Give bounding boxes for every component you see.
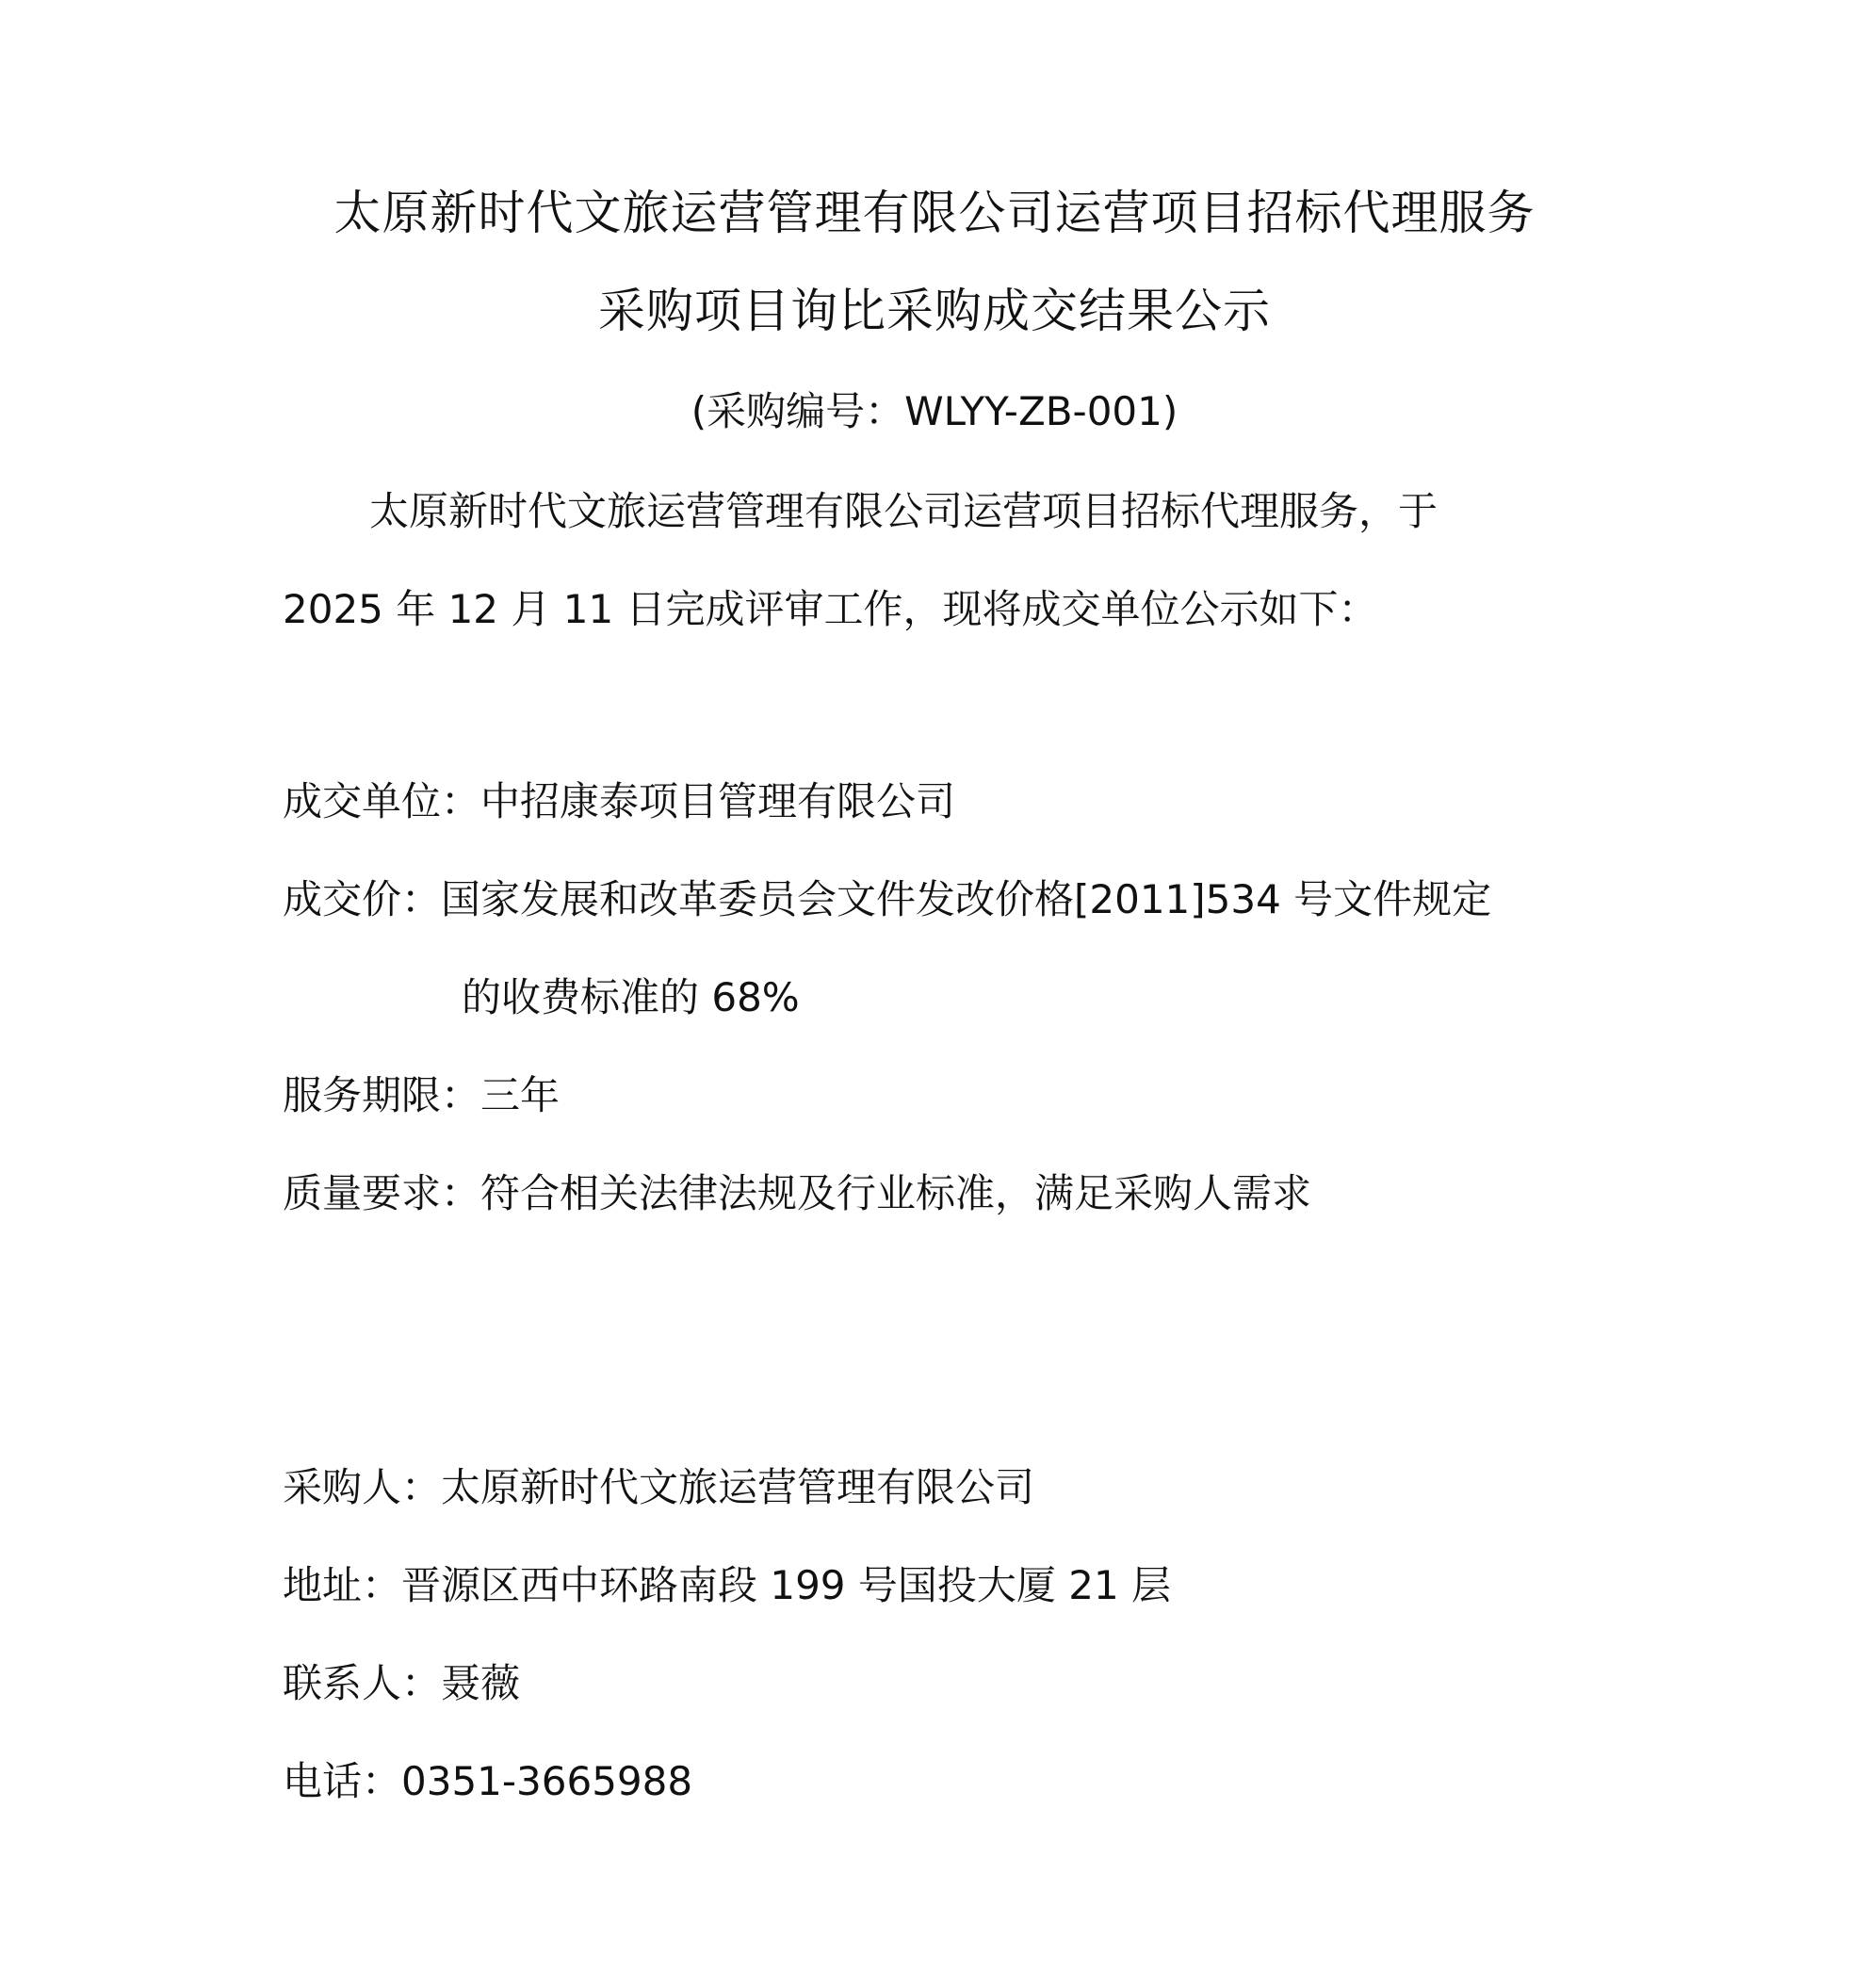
winner-line: 成交单位：中招康泰项目管理有限公司 (283, 778, 956, 824)
contact-person-line: 联系人：聂薇 (283, 1660, 521, 1706)
intro-paragraph-line-2: 2025 年 12 月 11 日完成评审工作，现将成交单位公示如下： (283, 586, 1378, 632)
service-term-line: 服务期限：三年 (283, 1072, 561, 1118)
intro-paragraph-line-1: 太原新时代文旅运营管理有限公司运营项目招标代理服务，于 (369, 488, 1438, 534)
quality-requirement-line: 质量要求：符合相关法律法规及行业标准，满足采购人需求 (283, 1170, 1312, 1216)
document-title-line-1: 太原新时代文旅运营管理有限公司运营项目招标代理服务 (333, 186, 1536, 240)
address-line: 地址：晋源区西中环路南段 199 号国投大厦 21 层 (283, 1562, 1172, 1608)
price-line-1: 成交价：国家发展和改革委员会文件发改价格[2011]534 号文件规定 (283, 876, 1492, 922)
purchaser-line: 采购人：太原新时代文旅运营管理有限公司 (283, 1464, 1035, 1510)
price-line-2: 的收费标准的 68% (462, 974, 800, 1020)
phone-line: 电话：0351-3665988 (283, 1758, 693, 1804)
document-title-line-2: 采购项目询比采购成交结果公示 (598, 284, 1271, 338)
procurement-code: (采购编号：WLYY-ZB-001) (691, 388, 1178, 434)
